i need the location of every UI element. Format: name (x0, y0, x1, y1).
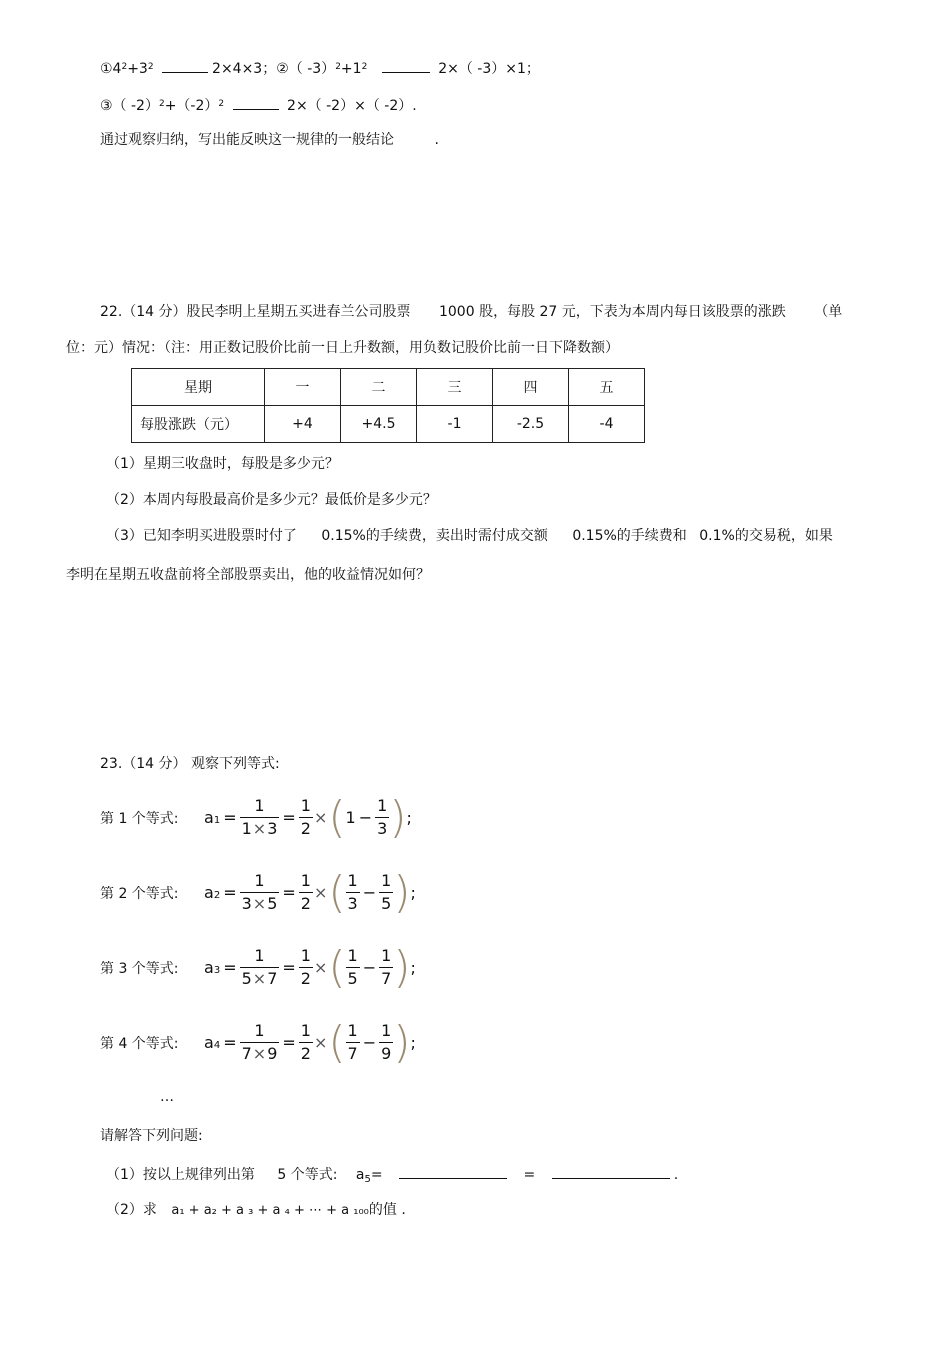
table-row-label: 每股涨跌（元） (132, 406, 265, 443)
q23-sub2-expr: a₁ + a₂ + a ₃ + a ₄ + ⋯ + a ₁₀₀ (171, 1203, 369, 1218)
q22-intro-line2-text: 位：元）情况：（注：用正数记股价比前一日上升数额，用负数记股价比前一日下降数额） (66, 340, 619, 356)
q22-sub3-c: 0.15%的手续费和 (572, 528, 687, 544)
equation-1-p1: 1 (345, 808, 356, 827)
q23-prompt (100, 1127, 203, 1145)
q23-sub2 (106, 1201, 406, 1220)
q21-l1-c-exp: 2 (335, 62, 341, 72)
q23-sub1-end: . (673, 1167, 679, 1183)
q21-conclusion-text: 通过观察归纳，写出能反映这一规律的一般结论 (100, 132, 394, 148)
equation-1-end: ; (406, 808, 412, 827)
table-day-2: 二 (341, 369, 417, 406)
q23-ellipsis (160, 1088, 174, 1106)
q21-l1-d-exp: 2 (361, 62, 368, 72)
q21-l1-e: 2×（ -3）×1； (438, 61, 540, 77)
equation-3-label: 第 3 个等式: (100, 960, 179, 977)
equation-1-sub: 1 (213, 815, 221, 826)
q23-sub2-b: 的值 . (368, 1202, 406, 1218)
equation-4-frac: $\frac{1}{7\times 9}$ (241, 1021, 278, 1063)
table-value-row (132, 406, 645, 443)
answer-blank-5[interactable] (552, 1164, 670, 1179)
equation-3-var: a (204, 958, 214, 977)
equation-2-sub: 2 (213, 890, 221, 901)
table-header-row (132, 369, 645, 406)
equation-3-end: ; (410, 958, 416, 977)
equation-4-var: a (204, 1033, 214, 1052)
table-day-4: 四 (493, 369, 569, 406)
table-value-2: +4.5 (341, 406, 417, 443)
equation-2-var: a (204, 883, 214, 902)
equation-1-var: a (204, 808, 214, 827)
q21-l1-d: +1 (340, 61, 362, 77)
q22-sub3-a: （3）已知李明买进股票时付了 (106, 528, 297, 544)
q21-l2-b: +（-2） (164, 98, 219, 114)
q22-intro-3: （单 (814, 304, 843, 320)
answer-blank-3[interactable] (233, 95, 279, 110)
q21-l1-b-exp: 2 (147, 62, 154, 72)
q21-line2 (100, 95, 417, 117)
q22-sub1-text: （1）星期三收盘时，每股是多少元？ (106, 456, 339, 472)
equation-2-end: ; (410, 883, 416, 902)
q21-line1 (100, 58, 540, 80)
q21-l2-a: ③（ -2） (100, 98, 159, 114)
table-value-5: -4 (569, 406, 645, 443)
equation-1-frac: $\frac{1}{1\times 3}$ (241, 796, 278, 838)
equation-4-sub: 4 (213, 1040, 221, 1051)
table-value-1: +4 (265, 406, 341, 443)
q22-intro-line2 (66, 339, 619, 357)
q23-sub2-a: （2）求 (106, 1202, 157, 1218)
q21-l2-b-exp: 2 (218, 99, 225, 109)
q23-intro-text: 23.（14 分） 观察下列等式: (100, 756, 280, 772)
equation-1-label: 第 1 个等式: (100, 810, 179, 827)
q22-sub3-b: 0.15%的手续费，卖出时需付成交额 (321, 528, 548, 544)
q22-intro-2: 1000 股，每股 27 元，下表为本周内每日该股票的涨跌 (438, 304, 786, 320)
q23-ellipsis-text: … (160, 1089, 174, 1105)
q21-l1-a-exp: 2 (121, 62, 128, 72)
q22-sub3 (106, 527, 833, 545)
q22-sub3-line2-text: 李明在星期五收盘前将全部股票卖出，他的收益情况如何？ (66, 567, 430, 583)
q23-sub1-a: （1）按以上规律列出第 (106, 1167, 255, 1183)
q23-sub1-eq: = (370, 1167, 383, 1183)
q22-sub1 (106, 455, 339, 473)
q23-prompt-text: 请解答下列问题: (100, 1128, 203, 1144)
q22-intro-1: 22.（14 分）股民李明上星期五买进春兰公司股票 (100, 304, 411, 320)
equation-3-frac: $\frac{1}{5\times 7}$ (241, 946, 278, 988)
q21-l1-a: ①4 (100, 61, 122, 77)
table-value-4: -2.5 (493, 406, 569, 443)
q21-l1-c: 2×4×3；②（ -3） (212, 61, 336, 77)
equation-1: 第 1 个等式: a $_1$ = $\frac{1}{1\times 3}$ = $\frac{1}{2}$ × ( 1 − $\frac{1}{3}$ ) ; (100, 791, 412, 843)
stock-change-table (131, 368, 645, 443)
equation-4-end: ; (410, 1033, 416, 1052)
q23-intro (100, 755, 280, 773)
answer-blank-2[interactable] (382, 58, 430, 73)
equation-4: 第 4 个等式: a $_4$ = $\frac{1}{7\times 9}$ = $\frac{1}{2}$ × ( $\frac{1}{7}$ − $\frac{1}{9}$ ) ; (100, 1016, 416, 1068)
equation-4-label: 第 4 个等式: (100, 1035, 179, 1052)
q21-conclusion (100, 131, 439, 149)
table-header-label: 星期 (132, 369, 265, 406)
answer-blank-1[interactable] (162, 58, 208, 73)
q22-intro-line1 (100, 303, 842, 321)
answer-blank-4[interactable] (399, 1164, 507, 1179)
q22-sub3-line2 (66, 566, 430, 584)
q23-sub1 (106, 1164, 678, 1186)
q21-l1-b: +3 (127, 61, 148, 77)
table-value-3: -1 (417, 406, 493, 443)
q23-sub1-eq2: = (523, 1167, 536, 1183)
table-day-3: 三 (417, 369, 493, 406)
q22-sub2 (106, 491, 437, 509)
equation-2-label: 第 2 个等式: (100, 885, 179, 902)
q21-conclusion-end: . (434, 132, 439, 148)
equation-3: 第 3 个等式: a $_3$ = $\frac{1}{5\times 7}$ = $\frac{1}{2}$ × ( $\frac{1}{5}$ − $\frac{1}{7}$ ) ; (100, 941, 416, 993)
q21-l2-a-exp: 2 (158, 99, 165, 109)
q22-sub3-d: 0.1%的交易税，如果 (699, 528, 833, 544)
table-day-5: 五 (569, 369, 645, 406)
q23-sub1-var: a (355, 1167, 365, 1183)
equation-3-sub: 3 (213, 965, 221, 976)
equation-2: 第 2 个等式: a $_2$ = $\frac{1}{3\times 5}$ = $\frac{1}{2}$ × ( $\frac{1}{3}$ − $\frac{1}{5}$ ) ; (100, 866, 416, 918)
table-day-1: 一 (265, 369, 341, 406)
equation-2-frac: $\frac{1}{3\times 5}$ (241, 871, 278, 913)
q23-sub1-b: 5 个等式: (277, 1167, 338, 1183)
q23-sub1-sub: 5 (364, 1174, 371, 1185)
q21-l2-c: 2×（ -2）×（ -2）. (287, 98, 417, 114)
q22-sub2-text: （2）本周内每股最高价是多少元？最低价是多少元？ (106, 492, 437, 508)
